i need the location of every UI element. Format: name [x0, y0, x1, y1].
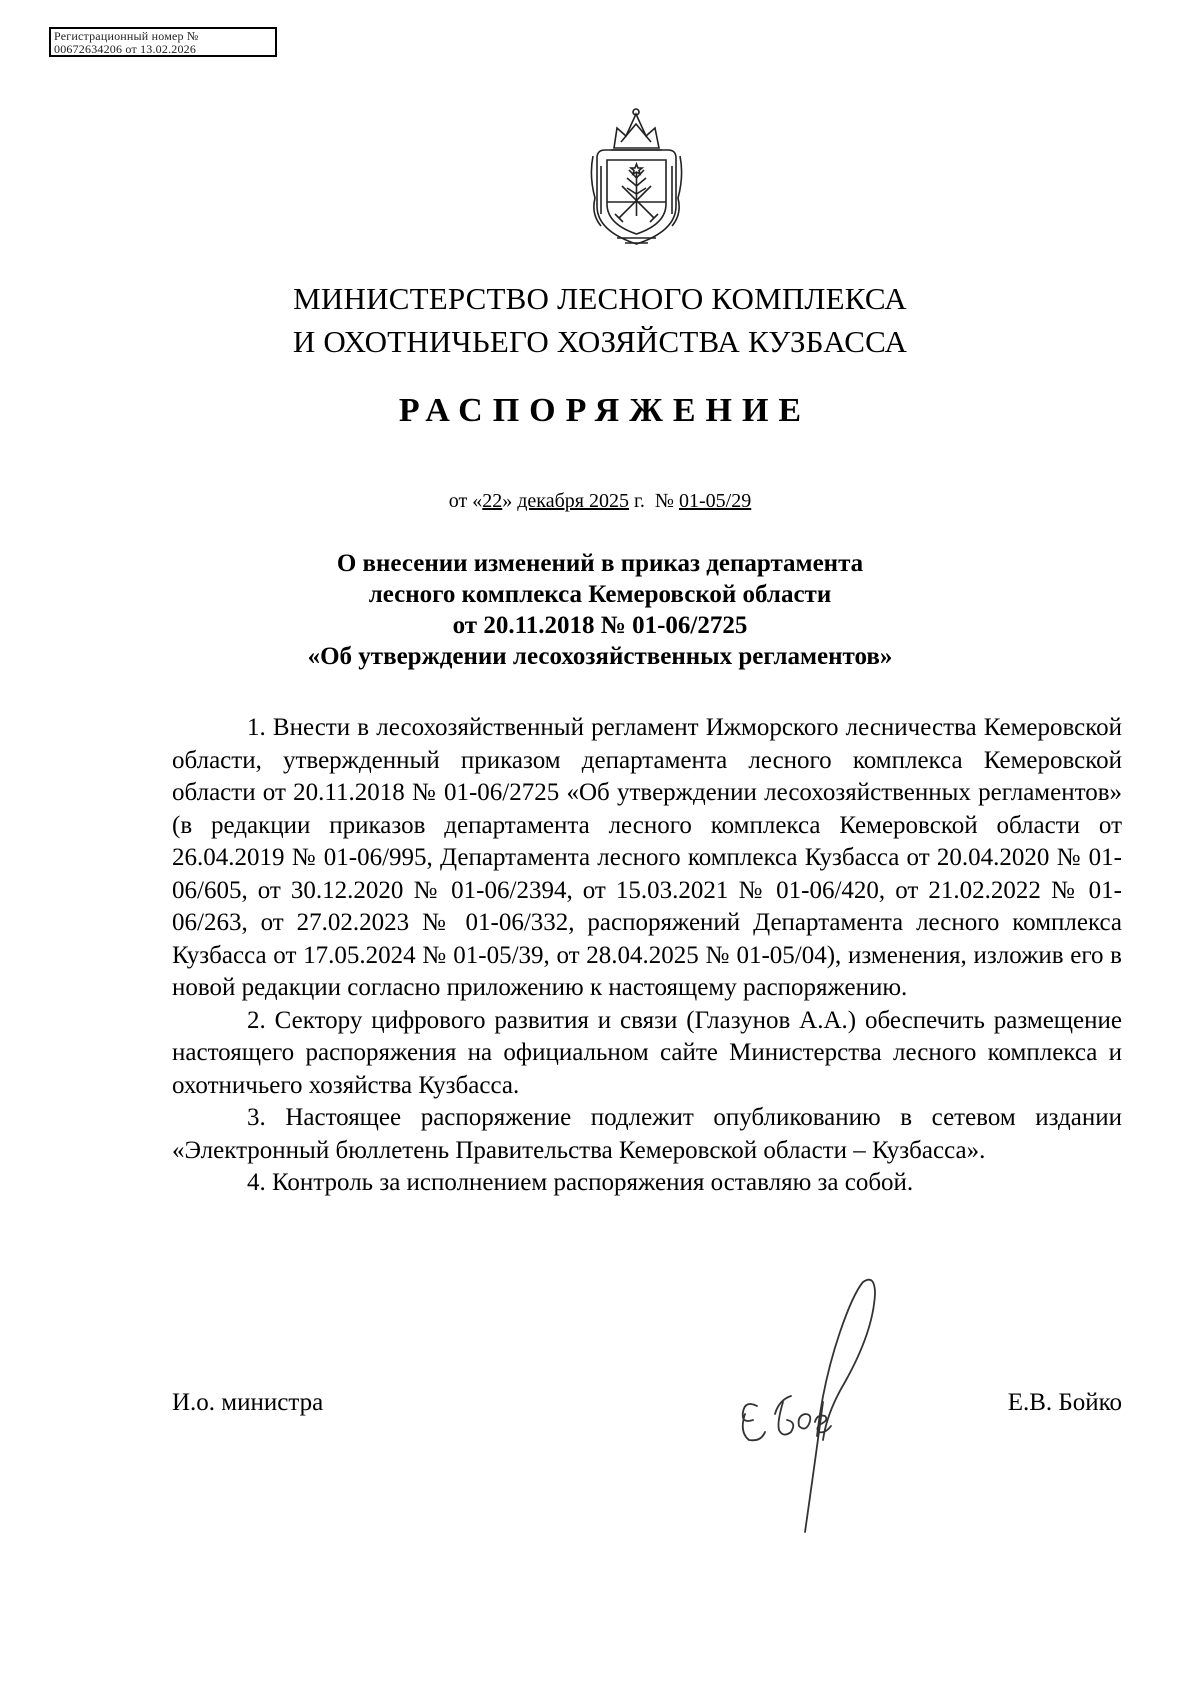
date-mid: » — [502, 490, 518, 512]
subject-line4: «Об утверждении лесохозяйственных регламентов» — [307, 643, 893, 670]
signatory-name: Е.В. Бойко — [1007, 1389, 1122, 1416]
date-prefix: от « — [448, 490, 483, 512]
body-paragraph-4: 4. Контроль за исполнением распоряжения оставляю за собой. — [247, 1169, 914, 1196]
body-paragraph-2: 2. Сектору цифрового развития и связи (Глазунов А.А.) обеспечить размещение настоящего распоряжения на официальном сайте Министерства лесного комплекса и охотничьего хозяйства Кузбасса. — [172, 1006, 1122, 1099]
date-day: 22 — [482, 490, 503, 512]
signatory-position: И.о. министра — [172, 1389, 324, 1416]
document-type-title: РАСПОРЯЖЕНИЕ — [398, 392, 812, 429]
registration-stamp-line2: 00672634206 от 13.02.2026 — [54, 42, 197, 56]
document-date-number — [0, 490, 1200, 513]
ministry-name-line1: МИНИСТЕРСТВО ЛЕСНОГО КОМПЛЕКСА — [293, 281, 907, 316]
registration-stamp — [49, 27, 277, 57]
ministry-name-line2: И ОХОТНИЧЬЕГО ХОЗЯЙСТВА КУЗБАССА — [292, 324, 908, 359]
document-number: 01-05/29 — [679, 490, 752, 512]
body-paragraph-1: 1. Внести в лесохозяйственный регламент Ижморского лесничества Кемеровской области, утвержденный приказом департамента лесного комплекса Кемеровской области от 20.11.2018 № 01-06/2725 «Об утверждении лесохозяйственных регламентов» (в редакции приказов департамента лесного комплекса Кемеровской области от 26.04.2019 № 01-06/995, Департамента лесного комплекса Кузбасса от 20.04.2020 № 01-06/605, от 30.12.2020 № 01-06/2394, от 15.03.2021 № 01-06/420, от 21.02.2022 № 01-06/263, от 27.02.2023 № 01-06/332, распоряжений Департамента лесного комплекса Кузбасса от 17.05.2024 № 01-05/39, от 28.04.2025 № 01-05/04), изменения, изложив его в новой редакции согласно приложению к настоящему распоряжению. — [172, 714, 1122, 1001]
ministry-name — [0, 277, 1200, 363]
document-body — [172, 712, 1122, 1200]
subject-line3: от 20.11.2018 № 01-06/2725 — [452, 612, 748, 639]
date-month-year: декабря 2025 — [517, 490, 629, 512]
kuzbass-coat-of-arms-icon — [589, 106, 684, 249]
date-year-suffix: г. № — [628, 490, 679, 512]
registration-stamp-line1: Регистрационный номер № — [54, 29, 199, 43]
subject-line1: О внесении изменений в приказ департамента — [336, 550, 864, 577]
subject-line2: лесного комплекса Кемеровской области — [368, 581, 832, 608]
document-subject — [0, 548, 1200, 672]
handwritten-signature — [735, 1272, 935, 1542]
body-paragraph-3: 3. Настоящее распоряжение подлежит опубликованию в сетевом издании «Электронный бюллетень Правительства Кемеровской области – Кузбасса». — [172, 1104, 1122, 1164]
